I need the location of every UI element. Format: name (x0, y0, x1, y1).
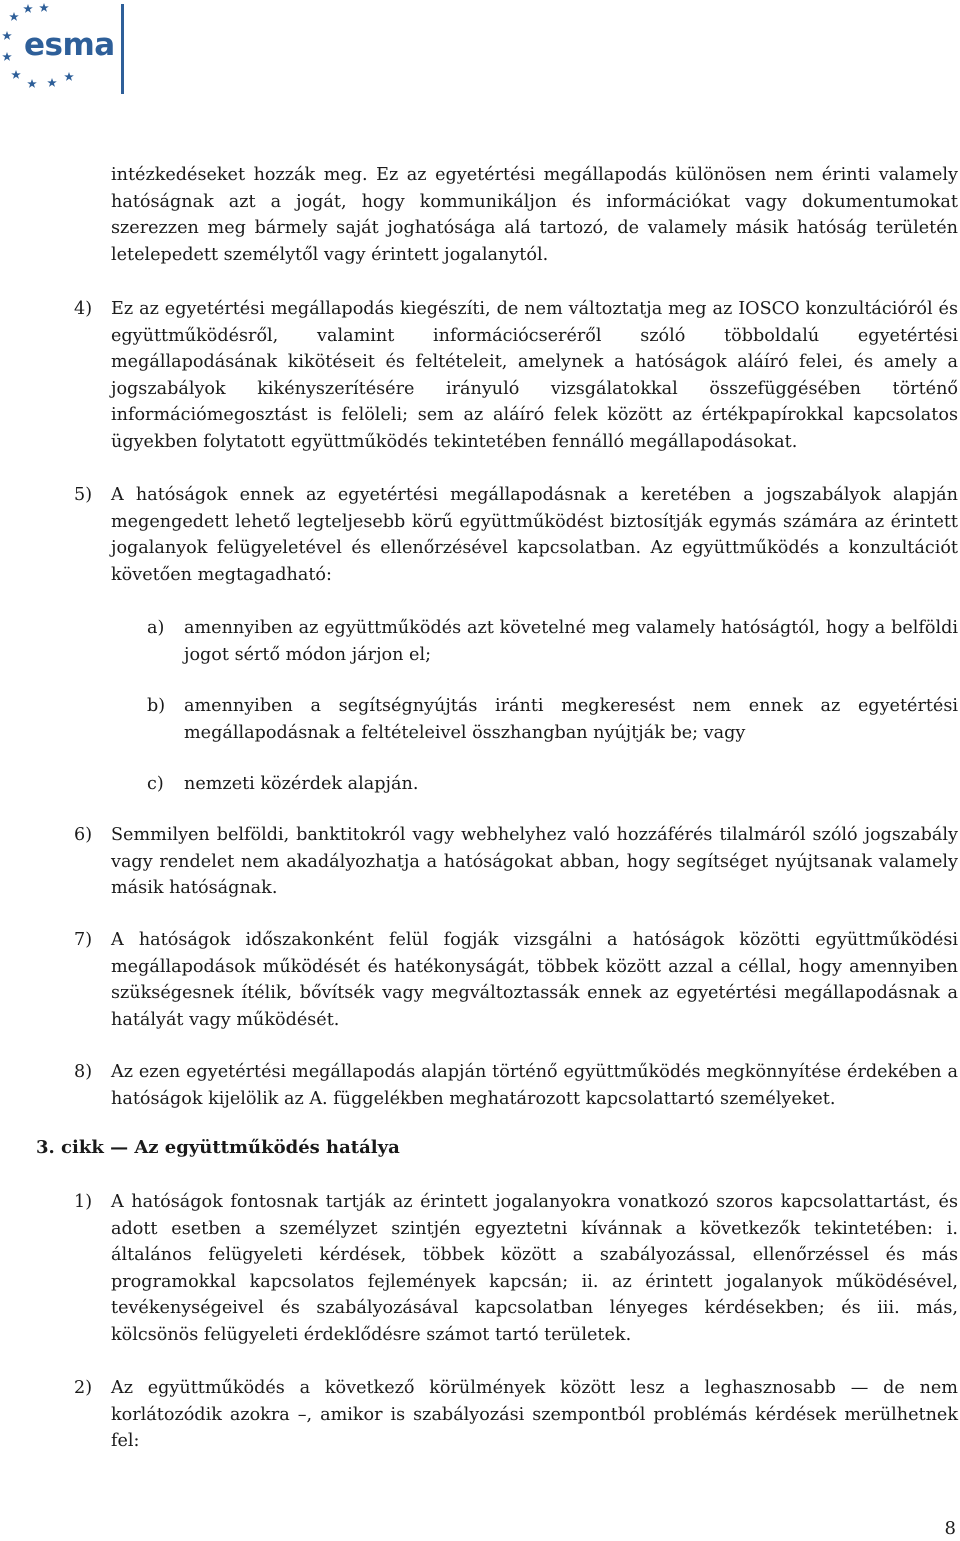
item-text: Az ezen egyetértési megállapodás alapján történő együttműködés megkönnyítése érdekében a hatóságok kijelölik az A. függelékben meghatározott kapcsolattartó személyeket. (111, 1062, 958, 1109)
sub-item-letter: b) (147, 696, 166, 716)
item-number: 8) (74, 1062, 93, 1082)
item-text: A hatóságok fontosnak tartják az érintett jogalanyokra vonatkozó szoros kapcsolattartást, és adott esetben a személyzet szintjén egyeztetni kívánnak a következők tekintetében: i. általános felügyeleti kérdések, többek között a szabályozással, ellenőrzéssel és más programokkal kapcsolatos fejlemények kapcsán; ii. az érintett jogalanyok működésével, tevékenységeivel és szabályozásával kapcsolatban lényeges kérdésekben; és iii. más, kölcsönös felügyeleti érdeklődésre számot tartó területek. (111, 1192, 958, 1345)
logo-divider (121, 4, 124, 94)
list-item-6 (74, 822, 958, 902)
sub-item-letter: a) (147, 618, 165, 638)
list-item-4 (74, 296, 958, 455)
sub-item-text: amennyiben a segítségnyújtás iránti megkeresést nem ennek az egyetértési megállapodásnak a feltételeivel összhangban nyújtják be; vagy (184, 696, 958, 743)
item-text: A hatóságok ennek az egyetértési megállapodásnak a keretében a jogszabályok alapján megengedett lehető legteljesebb körű együttműködést biztosítják egymás számára az érintett jogalanyok felügyeletével és ellenőrzésével kapcsolatban. Az együttműködés a konzultációt követően megtagadható: (111, 485, 958, 585)
item-number: 5) (74, 485, 93, 505)
item-number: 4) (74, 299, 93, 319)
esma-logo (0, 0, 130, 100)
logo-text: esma (24, 27, 115, 63)
item-text: A hatóságok időszakonként felül fogják vizsgálni a hatóságok közötti együttműködési megállapodások működését és hatékonyságát, többek között azzal a céllal, hogy amennyiben szükségesnek ítélik, bővítsék vagy megváltoztassák ennek az egyetértési megállapodásnak a hatályát vagy működését. (111, 930, 958, 1030)
sub-item-c (147, 771, 958, 798)
sub-item-letter: c) (147, 774, 164, 794)
intro-paragraph: intézkedéseket hozzák meg. Ez az egyetértési megállapodás különösen nem érinti valamely hatóságnak azt a jogát, hogy kommunikáljon és információkat vagy dokumentumokat szerezzen meg bármely saját joghatósága alá tartozó, de valamely másik hatóság területén letelepedett személytől vagy érintett jogalanytól. (111, 165, 958, 265)
sub-item-a (147, 615, 958, 668)
list-item-7 (74, 927, 958, 1033)
item-text: Ez az egyetértési megállapodás kiegészíti, de nem változtatja meg az IOSCO konzultációról és együttműködésről, valamint információcseréről szóló többoldalú egyetértési megállapodásának kikötéseit és feltételeit, amelynek a hatóságok aláíró felei, és amely a jogszabályok kikényszerítésére irányuló vizsgálatokkal összefüggésében történő információmegosztást is felöleli; sem az aláíró felek között az értékpapírokkal kapcsolatos ügyekben folytatott együttműködés tekintetében fennálló megállapodásokat. (111, 299, 958, 452)
list-item-5 (74, 482, 958, 588)
section-item-2 (74, 1375, 958, 1455)
item-text: Semmilyen belföldi, banktitokról vagy webhelyhez való hozzáférés tilalmáról szóló jogszabály vagy rendelet nem akadályozhatja a hatóságokat abban, hogy segítséget nyújtsanak valamely másik hatóságnak. (111, 825, 958, 898)
sub-item-text: nemzeti közérdek alapján. (184, 774, 419, 794)
item-text: Az együttműködés a következő körülmények között lesz a leghasznosabb — de nem korlátozódik azokra –, amikor is szabályozási szempontból problémás kérdések merülhetnek fel: (111, 1378, 958, 1451)
section-heading: 3. cikk — Az együttműködés hatálya (36, 1137, 400, 1158)
item-number: 1) (74, 1192, 93, 1212)
item-number: 7) (74, 930, 93, 950)
section-item-1 (74, 1189, 958, 1348)
page-number: 8 (944, 1518, 956, 1539)
item-number: 2) (74, 1378, 93, 1398)
sub-item-b (147, 693, 958, 746)
item-number: 6) (74, 825, 93, 845)
sub-item-text: amennyiben az együttműködés azt követelné meg valamely hatóságtól, hogy a belföldi jogot sértő módon járjon el; (184, 618, 958, 665)
list-item-8 (74, 1059, 958, 1112)
